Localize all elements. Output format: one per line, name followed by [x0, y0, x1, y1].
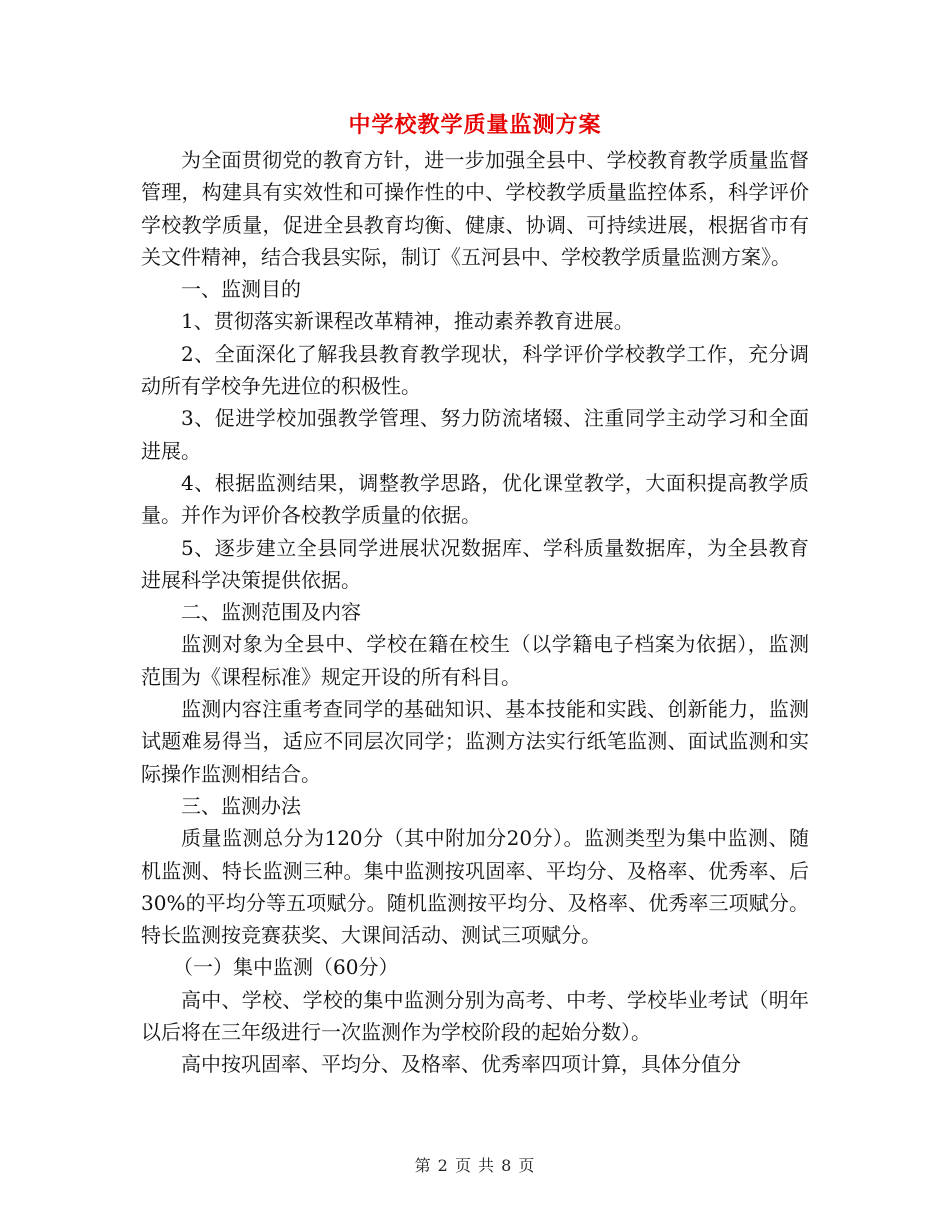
intro-paragraph: 为全面贯彻党的教育方针，进一步加强全县中、学校教育教学质量监督管理，构建具有实效性和可操作性的中、学校教学质量监控体系，科学评价学校教学质量，促进全县教育均衡、健康、协调、可持续进展，根据省市有关文件精神，结合我县实际，制订《五河县中、学校教学质量监测方案》。 [141, 148, 809, 269]
centralized-paragraph-1: 高中、学校、学校的集中监测分别为高考、中考、学校毕业考试（明年以后将在三年级进行一次监测作为学校阶段的起始分数）。 [141, 987, 809, 1045]
purpose-item-1: 1、贯彻落实新课程改革精神，推动素养教育进展。 [181, 309, 634, 334]
scope-paragraph-2: 监测内容注重考查同学的基础知识、基本技能和实践、创新能力，监测试题难易得当，适应不同层次同学；监测方法实行纸笔监测、面试监测和实际操作监测相结合。 [141, 697, 809, 786]
purpose-item-4: 4、根据监测结果，调整教学思路，优化课堂教学，大面积提高教学质量。并作为评价各校教学质量的依据。 [141, 470, 809, 528]
page-number-footer: 第 2 页 共 8 页 [414, 1156, 536, 1175]
purpose-item-2: 2、全面深化了解我县教育教学现状，科学评价学校教学工作，充分调动所有学校争先进位的积极性。 [141, 341, 809, 399]
purpose-item-5: 5、逐步建立全县同学进展状况数据库、学科质量数据库，为全县教育进展科学决策提供依据。 [141, 535, 809, 592]
section-heading-scope: 二、监测范围及内容 [181, 600, 361, 625]
document-title: 中学校教学质量监测方案 [348, 112, 602, 138]
scope-paragraph-1: 监测对象为全县中、学校在籍在校生（以学籍电子档案为依据），监测范围为《课程标准》规定开设的所有科目。 [141, 632, 809, 689]
subsection-heading-centralized: （一）集中监测（60分） [173, 955, 399, 980]
section-heading-methods: 三、监测办法 [181, 793, 301, 818]
document-body [141, 144, 809, 1081]
methods-paragraph: 质量监测总分为120分（其中附加分20分）。监测类型为集中监测、随机监测、特长监测三种。集中监测按巩固率、平均分、及格率、优秀率、后30%的平均分等五项赋分。随机监测按平均分、及格率、优秀率三项赋分。特长监测按竞赛获奖、大课间活动、测试三项赋分。 [141, 826, 809, 948]
purpose-item-3: 3、促进学校加强教学管理、努力防流堵辍、注重同学主动学习和全面进展。 [141, 406, 809, 463]
section-heading-purpose: 一、监测目的 [181, 277, 301, 302]
centralized-paragraph-2: 高中按巩固率、平均分、及格率、优秀率四项计算，具体分值分 [181, 1052, 741, 1077]
